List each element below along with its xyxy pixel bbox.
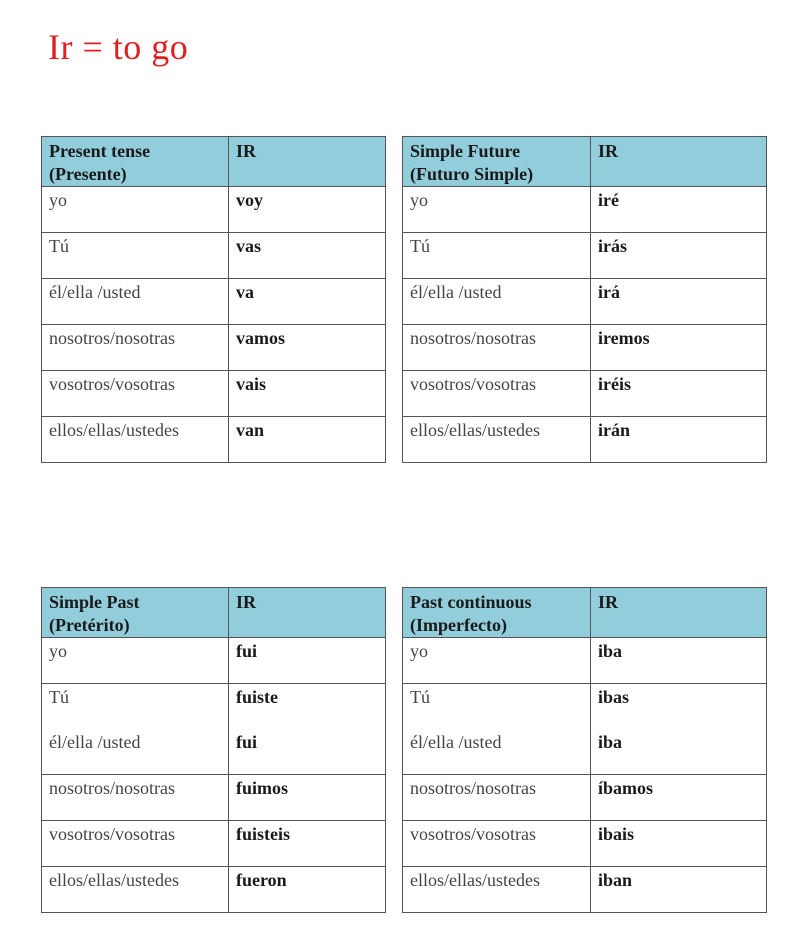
conjugation-cell: fuimos: [229, 775, 386, 821]
conjugation-cell: ibais: [591, 821, 767, 867]
person-cell: Tú: [42, 684, 229, 730]
person-cell: vosotros/vosotras: [42, 821, 229, 867]
past-continuous-table: [402, 587, 767, 913]
person-cell: vosotros/vosotras: [403, 371, 591, 417]
conjugation-cell: fui: [229, 638, 386, 684]
tense-header: Present tense (Presente): [42, 137, 229, 187]
simple-future-table: [402, 136, 767, 463]
conjugation-cell: va: [229, 279, 386, 325]
person-cell: ellos/ellas/ustedes: [403, 417, 591, 463]
table-row: [403, 821, 767, 867]
table-row: [403, 325, 767, 371]
person-cell: yo: [403, 187, 591, 233]
person-cell: ellos/ellas/ustedes: [42, 417, 229, 463]
page-title: Ir = to go: [48, 27, 189, 67]
person-cell: yo: [42, 187, 229, 233]
person-cell: Tú: [42, 233, 229, 279]
verb-header: IR: [591, 588, 767, 638]
conjugation-cell: van: [229, 417, 386, 463]
conjugation-cell: ibas: [591, 684, 767, 730]
tense-header: Simple Past (Pretérito): [42, 588, 229, 638]
table-header-row: [42, 137, 386, 187]
person-cell: él/ella /usted: [403, 729, 591, 775]
person-cell: nosotros/nosotras: [42, 775, 229, 821]
tense-header: Past continuous (Imperfecto): [403, 588, 591, 638]
person-cell: él/ella /usted: [42, 279, 229, 325]
table-row: [42, 187, 386, 233]
person-cell: él/ella /usted: [403, 279, 591, 325]
person-cell: nosotros/nosotras: [42, 325, 229, 371]
table-row: [42, 417, 386, 463]
table-row: [403, 417, 767, 463]
person-cell: él/ella /usted: [42, 729, 229, 775]
table-row: [403, 371, 767, 417]
table-header-row: [42, 588, 386, 638]
table-row: [42, 325, 386, 371]
conjugation-cell: fueron: [229, 867, 386, 913]
person-cell: Tú: [403, 684, 591, 730]
person-cell: ellos/ellas/ustedes: [403, 867, 591, 913]
verb-header: IR: [591, 137, 767, 187]
conjugation-cell: voy: [229, 187, 386, 233]
person-cell: Tú: [403, 233, 591, 279]
table-row: [403, 729, 767, 775]
table-row: [42, 867, 386, 913]
conjugation-cell: vais: [229, 371, 386, 417]
conjugation-cell: iba: [591, 638, 767, 684]
conjugation-cell: vamos: [229, 325, 386, 371]
table-row: [403, 233, 767, 279]
conjugation-cell: fuisteis: [229, 821, 386, 867]
conjugation-cell: irá: [591, 279, 767, 325]
person-cell: nosotros/nosotras: [403, 325, 591, 371]
conjugation-cell: iremos: [591, 325, 767, 371]
tense-header: Simple Future (Futuro Simple): [403, 137, 591, 187]
conjugation-cell: fui: [229, 729, 386, 775]
conjugation-cell: iban: [591, 867, 767, 913]
table-row: [42, 233, 386, 279]
table-row: [42, 775, 386, 821]
person-cell: ellos/ellas/ustedes: [42, 867, 229, 913]
person-cell: nosotros/nosotras: [403, 775, 591, 821]
conjugation-cell: vas: [229, 233, 386, 279]
table-row: [42, 638, 386, 684]
table-row: [403, 775, 767, 821]
person-cell: vosotros/vosotras: [403, 821, 591, 867]
person-cell: yo: [42, 638, 229, 684]
table-row: [403, 638, 767, 684]
table-row: [42, 821, 386, 867]
conjugation-cell: iba: [591, 729, 767, 775]
table-row: [403, 187, 767, 233]
person-cell: vosotros/vosotras: [42, 371, 229, 417]
conjugation-cell: irán: [591, 417, 767, 463]
verb-header: IR: [229, 137, 386, 187]
verb-header: IR: [229, 588, 386, 638]
table-header-row: [403, 137, 767, 187]
conjugation-cell: fuiste: [229, 684, 386, 730]
conjugation-cell: íbamos: [591, 775, 767, 821]
table-row: [403, 684, 767, 730]
table-row: [42, 729, 386, 775]
conjugation-cell: irás: [591, 233, 767, 279]
person-cell: yo: [403, 638, 591, 684]
conjugation-cell: iré: [591, 187, 767, 233]
table-row: [42, 279, 386, 325]
table-row: [403, 867, 767, 913]
simple-past-table: [41, 587, 386, 913]
table-header-row: [403, 588, 767, 638]
table-row: [42, 371, 386, 417]
conjugation-cell: iréis: [591, 371, 767, 417]
table-row: [42, 684, 386, 730]
table-row: [403, 279, 767, 325]
present-tense-table: [41, 136, 386, 463]
